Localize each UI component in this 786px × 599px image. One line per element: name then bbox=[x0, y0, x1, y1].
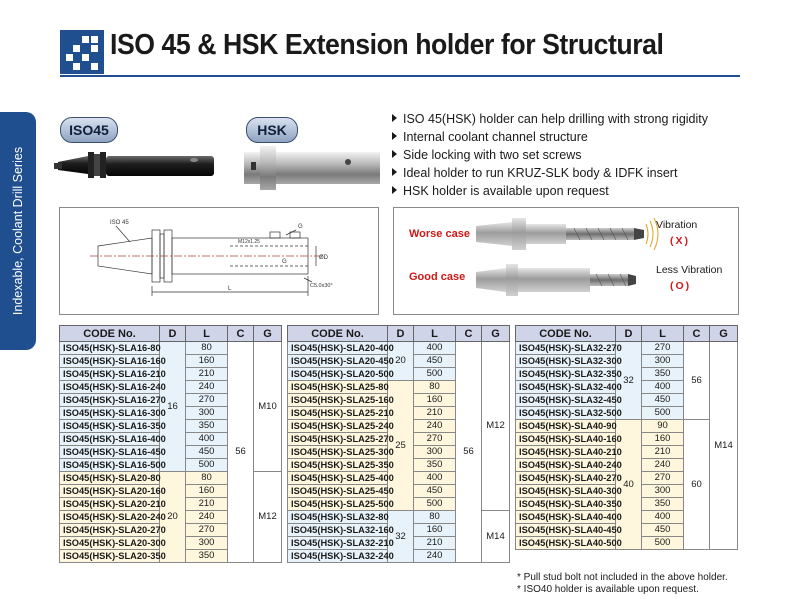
c-cell: 56 bbox=[684, 342, 710, 420]
l-cell: 350 bbox=[642, 498, 684, 511]
code-cell: ISO45(HSK)-SLA32-500 bbox=[516, 407, 616, 420]
code-cell: ISO45(HSK)-SLA16-270 bbox=[60, 394, 160, 407]
l-cell: 240 bbox=[642, 459, 684, 472]
l-cell: 160 bbox=[414, 394, 456, 407]
column-header: L bbox=[414, 326, 456, 342]
code-cell: ISO45(HSK)-SLA40-90 bbox=[516, 420, 616, 433]
feature-item: Ideal holder to run KRUZ-SLK body & IDFK insert bbox=[392, 166, 677, 180]
l-cell: 240 bbox=[414, 550, 456, 563]
code-cell: ISO45(HSK)-SLA20-500 bbox=[288, 368, 388, 381]
code-cell: ISO45(HSK)-SLA40-450 bbox=[516, 524, 616, 537]
code-cell: ISO45(HSK)-SLA20-300 bbox=[60, 537, 160, 550]
drawing-g-label: G bbox=[298, 224, 303, 230]
code-cell: ISO45(HSK)-SLA20-80 bbox=[60, 472, 160, 485]
code-cell: ISO45(HSK)-SLA20-210 bbox=[60, 498, 160, 511]
g-cell: M12 bbox=[254, 472, 282, 563]
code-cell: ISO45(HSK)-SLA25-400 bbox=[288, 472, 388, 485]
l-cell: 500 bbox=[414, 498, 456, 511]
code-cell: ISO45(HSK)-SLA16-160 bbox=[60, 355, 160, 368]
l-cell: 270 bbox=[186, 524, 228, 537]
code-cell: ISO45(HSK)-SLA25-350 bbox=[288, 459, 388, 472]
l-cell: 160 bbox=[642, 433, 684, 446]
l-cell: 270 bbox=[414, 433, 456, 446]
column-header: D bbox=[160, 326, 186, 342]
l-cell: 350 bbox=[186, 420, 228, 433]
l-cell: 210 bbox=[186, 498, 228, 511]
l-cell: 300 bbox=[414, 446, 456, 459]
l-cell: 240 bbox=[186, 511, 228, 524]
l-cell: 210 bbox=[414, 537, 456, 550]
code-cell: ISO45(HSK)-SLA32-450 bbox=[516, 394, 616, 407]
g-cell: M10 bbox=[254, 342, 282, 472]
l-cell: 500 bbox=[414, 368, 456, 381]
l-cell: 450 bbox=[642, 394, 684, 407]
d-cell: 25 bbox=[388, 381, 414, 511]
l-cell: 210 bbox=[186, 368, 228, 381]
drawing-chamfer-label: C5.0x30° bbox=[310, 283, 333, 289]
column-header: D bbox=[388, 326, 414, 342]
code-cell: ISO45(HSK)-SLA32-240 bbox=[288, 550, 388, 563]
feature-item: Internal coolant channel structure bbox=[392, 130, 588, 144]
l-cell: 270 bbox=[642, 472, 684, 485]
code-cell: ISO45(HSK)-SLA32-210 bbox=[288, 537, 388, 550]
column-header: CODE No. bbox=[60, 326, 160, 342]
code-cell: ISO45(HSK)-SLA40-270 bbox=[516, 472, 616, 485]
hsk-holder-photo bbox=[240, 138, 390, 198]
d-cell: 16 bbox=[160, 342, 186, 472]
code-cell: ISO45(HSK)-SLA40-160 bbox=[516, 433, 616, 446]
feature-item: ISO 45(HSK) holder can help drilling with strong rigidity bbox=[392, 112, 708, 126]
code-cell: ISO45(HSK)-SLA40-210 bbox=[516, 446, 616, 459]
column-header: C bbox=[684, 326, 710, 342]
l-cell: 500 bbox=[186, 459, 228, 472]
code-cell: ISO45(HSK)-SLA25-270 bbox=[288, 433, 388, 446]
code-cell: ISO45(HSK)-SLA40-240 bbox=[516, 459, 616, 472]
l-cell: 350 bbox=[642, 368, 684, 381]
l-cell: 350 bbox=[186, 550, 228, 563]
code-cell: ISO45(HSK)-SLA32-270 bbox=[516, 342, 616, 355]
spec-table-3 bbox=[515, 325, 738, 550]
technical-drawing bbox=[59, 207, 379, 315]
c-cell: 56 bbox=[456, 342, 482, 563]
vibration-label: Vibration bbox=[656, 219, 698, 231]
drawing-l-label: L bbox=[228, 286, 232, 292]
l-cell: 450 bbox=[186, 446, 228, 459]
iso45-badge: ISO45 bbox=[60, 117, 118, 143]
drawing-d-label: ØD bbox=[319, 255, 328, 261]
l-cell: 300 bbox=[186, 407, 228, 420]
g-cell: M12 bbox=[482, 342, 510, 511]
code-cell: ISO45(HSK)-SLA25-300 bbox=[288, 446, 388, 459]
l-cell: 240 bbox=[414, 420, 456, 433]
code-cell: ISO45(HSK)-SLA20-450 bbox=[288, 355, 388, 368]
footnote: * ISO40 holder is available upon request. bbox=[517, 584, 699, 595]
code-cell: ISO45(HSK)-SLA25-500 bbox=[288, 498, 388, 511]
l-cell: 400 bbox=[414, 342, 456, 355]
l-cell: 80 bbox=[186, 472, 228, 485]
code-cell: ISO45(HSK)-SLA16-350 bbox=[60, 420, 160, 433]
l-cell: 300 bbox=[642, 355, 684, 368]
l-cell: 160 bbox=[186, 485, 228, 498]
table-header-row bbox=[288, 326, 510, 342]
d-cell: 32 bbox=[388, 511, 414, 563]
code-cell: ISO45(HSK)-SLA40-400 bbox=[516, 511, 616, 524]
l-cell: 500 bbox=[642, 537, 684, 550]
column-header: G bbox=[254, 326, 282, 342]
page-title: ISO 45 & HSK Extension holder for Structural bbox=[110, 29, 664, 61]
code-cell: ISO45(HSK)-SLA20-350 bbox=[60, 550, 160, 563]
code-cell: ISO45(HSK)-SLA32-400 bbox=[516, 381, 616, 394]
l-cell: 90 bbox=[642, 420, 684, 433]
feature-item: Side locking with two set screws bbox=[392, 148, 582, 162]
column-header: CODE No. bbox=[516, 326, 616, 342]
column-header: L bbox=[642, 326, 684, 342]
c-cell: 56 bbox=[228, 342, 254, 563]
l-cell: 80 bbox=[414, 381, 456, 394]
l-cell: 400 bbox=[186, 433, 228, 446]
column-header: CODE No. bbox=[288, 326, 388, 342]
d-cell: 32 bbox=[616, 342, 642, 420]
code-cell: ISO45(HSK)-SLA16-400 bbox=[60, 433, 160, 446]
code-cell: ISO45(HSK)-SLA32-80 bbox=[288, 511, 388, 524]
code-cell: ISO45(HSK)-SLA32-160 bbox=[288, 524, 388, 537]
code-cell: ISO45(HSK)-SLA20-400 bbox=[288, 342, 388, 355]
worse-case-label: Worse case bbox=[409, 228, 470, 240]
table-row bbox=[516, 342, 738, 355]
footnote: * Pull stud bolt not included in the above holder. bbox=[517, 572, 728, 583]
feature-item: HSK holder is available upon request bbox=[392, 184, 609, 198]
d-cell: 20 bbox=[160, 472, 186, 563]
l-cell: 160 bbox=[414, 524, 456, 537]
code-cell: ISO45(HSK)-SLA20-270 bbox=[60, 524, 160, 537]
table-header-row bbox=[516, 326, 738, 342]
l-cell: 350 bbox=[414, 459, 456, 472]
code-cell: ISO45(HSK)-SLA25-450 bbox=[288, 485, 388, 498]
code-cell: ISO45(HSK)-SLA16-80 bbox=[60, 342, 160, 355]
title-divider bbox=[60, 75, 740, 77]
good-case-label: Good case bbox=[409, 271, 466, 283]
l-cell: 160 bbox=[186, 355, 228, 368]
l-cell: 300 bbox=[642, 485, 684, 498]
column-header: L bbox=[186, 326, 228, 342]
l-cell: 80 bbox=[414, 511, 456, 524]
less-vibration-mark: (O) bbox=[670, 280, 692, 292]
l-cell: 400 bbox=[642, 511, 684, 524]
table-header-row bbox=[60, 326, 282, 342]
l-cell: 210 bbox=[414, 407, 456, 420]
less-vibration-label: Less Vibration bbox=[656, 264, 723, 276]
column-header: G bbox=[482, 326, 510, 342]
l-cell: 300 bbox=[186, 537, 228, 550]
side-tab-label: Indexable, Coolant Drill Series bbox=[11, 146, 25, 316]
code-cell: ISO45(HSK)-SLA16-300 bbox=[60, 407, 160, 420]
code-cell: ISO45(HSK)-SLA20-240 bbox=[60, 511, 160, 524]
column-header: C bbox=[456, 326, 482, 342]
g-cell: M14 bbox=[710, 342, 738, 550]
code-cell: ISO45(HSK)-SLA40-350 bbox=[516, 498, 616, 511]
spec-table-1 bbox=[59, 325, 282, 563]
code-cell: ISO45(HSK)-SLA16-450 bbox=[60, 446, 160, 459]
l-cell: 500 bbox=[642, 407, 684, 420]
drawing-g2-label: G bbox=[282, 259, 287, 265]
code-cell: ISO45(HSK)-SLA25-240 bbox=[288, 420, 388, 433]
code-cell: ISO45(HSK)-SLA16-210 bbox=[60, 368, 160, 381]
code-cell: ISO45(HSK)-SLA32-300 bbox=[516, 355, 616, 368]
c-cell: 60 bbox=[684, 420, 710, 550]
code-cell: ISO45(HSK)-SLA40-500 bbox=[516, 537, 616, 550]
brand-icon bbox=[60, 30, 104, 74]
code-cell: ISO45(HSK)-SLA16-500 bbox=[60, 459, 160, 472]
drawing-iso-label: ISO 45 bbox=[110, 220, 129, 226]
holder-schematic bbox=[60, 208, 378, 314]
l-cell: 400 bbox=[642, 381, 684, 394]
l-cell: 450 bbox=[414, 355, 456, 368]
code-cell: ISO45(HSK)-SLA32-350 bbox=[516, 368, 616, 381]
iso45-holder-photo bbox=[50, 140, 220, 192]
d-cell: 40 bbox=[616, 420, 642, 550]
spec-table-2 bbox=[287, 325, 510, 563]
l-cell: 270 bbox=[186, 394, 228, 407]
table-row bbox=[60, 342, 282, 355]
l-cell: 450 bbox=[642, 524, 684, 537]
l-cell: 400 bbox=[414, 472, 456, 485]
code-cell: ISO45(HSK)-SLA20-160 bbox=[60, 485, 160, 498]
code-cell: ISO45(HSK)-SLA16-240 bbox=[60, 381, 160, 394]
drawing-thread-label: M12x1.25 bbox=[238, 239, 260, 245]
column-header: G bbox=[710, 326, 738, 342]
l-cell: 80 bbox=[186, 342, 228, 355]
code-cell: ISO45(HSK)-SLA25-210 bbox=[288, 407, 388, 420]
table-row bbox=[288, 342, 510, 355]
l-cell: 240 bbox=[186, 381, 228, 394]
l-cell: 270 bbox=[642, 342, 684, 355]
l-cell: 450 bbox=[414, 485, 456, 498]
d-cell: 20 bbox=[388, 342, 414, 381]
code-cell: ISO45(HSK)-SLA25-80 bbox=[288, 381, 388, 394]
code-cell: ISO45(HSK)-SLA40-300 bbox=[516, 485, 616, 498]
hsk-badge: HSK bbox=[246, 117, 298, 143]
code-cell: ISO45(HSK)-SLA25-160 bbox=[288, 394, 388, 407]
l-cell: 210 bbox=[642, 446, 684, 459]
table-row bbox=[516, 420, 738, 433]
vibration-mark: (X) bbox=[670, 235, 690, 247]
column-header: D bbox=[616, 326, 642, 342]
vibration-comparison bbox=[393, 207, 739, 315]
column-header: C bbox=[228, 326, 254, 342]
g-cell: M14 bbox=[482, 511, 510, 563]
